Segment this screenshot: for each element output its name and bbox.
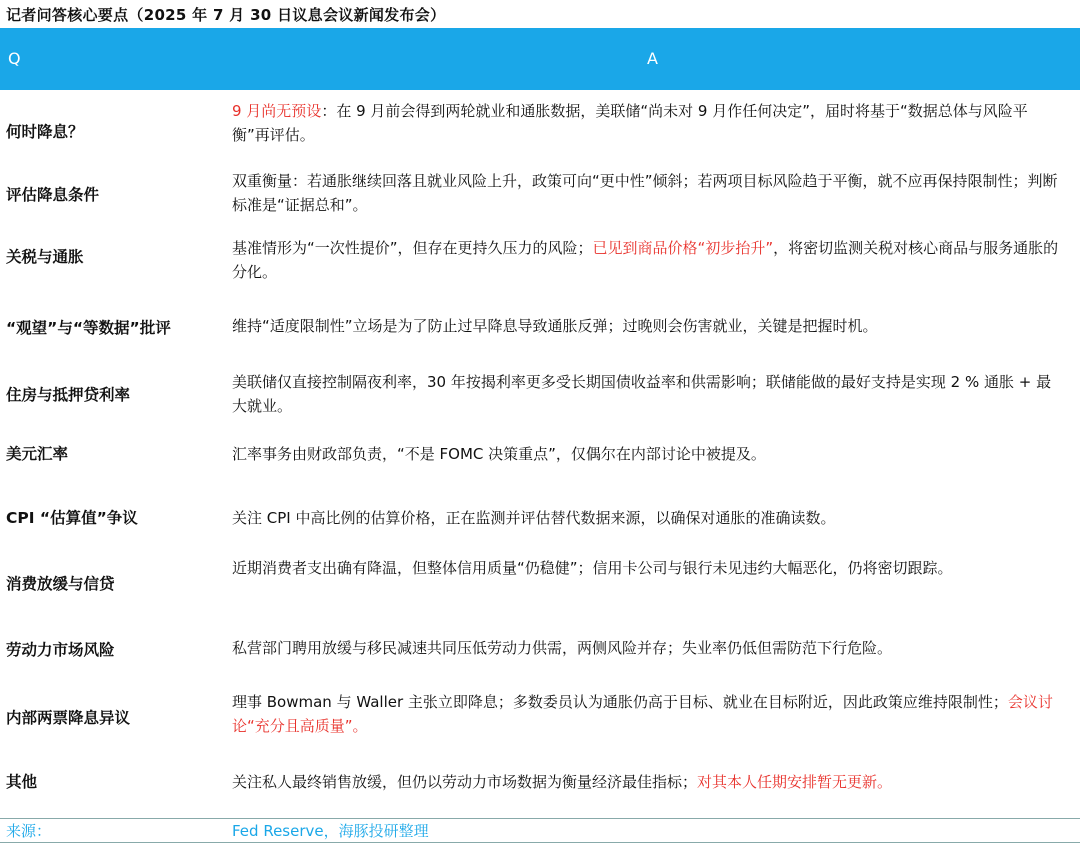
answer-cell (232, 770, 1064, 794)
question-cell: 美元汇率 (6, 445, 69, 463)
answer-text: 维持“适度限制性”立场是为了防止过早降息导致通胀反弹；过晚则会伤害就业，关键是把握时机。 (232, 317, 878, 335)
answer-cell (232, 236, 1064, 284)
question-cell: CPI “估算值”争议 (6, 509, 138, 527)
question-cell: 消费放缓与信贷 (6, 575, 115, 593)
answer-text-tail: ，将密切监测关税对核心商品与服务通胀的分化。 (232, 239, 1059, 281)
answer-text: 关注 CPI 中高比例的估算价格，正在监测并评估替代数据来源，以确保对通胀的准确读数。 (232, 509, 836, 527)
question-cell: “观望”与“等数据”批评 (6, 319, 171, 337)
answer-text: 私营部门聘用放缓与移民减速共同压低劳动力供需，两侧风险并存；失业率仍低但需防范下行危险。 (232, 639, 893, 657)
question-cell: 关税与通胀 (6, 248, 84, 266)
question-cell: 评估降息条件 (6, 186, 100, 204)
answer-text: 关注私人最终销售放缓，但仍以劳动力市场数据为衡量经济最佳指标； (232, 773, 698, 791)
answer-cell (232, 506, 1064, 530)
answer-text: ：在 9 月前会得到两轮就业和通胀数据，美联储“尚未对 9 月作任何决定”，届时将基于“数据总体与风险平衡”再评估。 (232, 102, 1028, 144)
source-text: Fed Reserve，海豚投研整理 (232, 822, 429, 840)
answer-cell (232, 636, 1064, 660)
answer-text: 双重衡量：若通胀继续回落且就业风险上升，政策可向“更中性”倾斜；若两项目标风险趋于平衡，就不应再保持限制性；判断标准是“证据总和”。 (232, 172, 1058, 214)
answer-text: 近期消费者支出确有降温，但整体信用质量“仍稳健”；信用卡公司与银行未见违约大幅恶化，仍将密切跟踪。 (232, 559, 953, 577)
answer-cell (232, 370, 1064, 418)
answer-cell (232, 556, 1064, 580)
table-header (0, 28, 1080, 90)
answer-text: 汇率事务由财政部负责，“不是 FOMC 决策重点”，仅偶尔在内部讨论中被提及。 (232, 445, 766, 463)
question-cell: 劳动力市场风险 (6, 641, 115, 659)
header-a: A (647, 49, 658, 68)
question-cell: 内部两票降息异议 (6, 709, 131, 727)
answer-highlight: 会议讨论“充分且高质量”。 (232, 693, 1053, 735)
answer-text: 基准情形为“一次性提价”，但存在更持久压力的风险； (232, 239, 593, 257)
answer-text: 美联储仅直接控制隔夜利率，30 年按揭利率更多受长期国债收益率和供需影响；联储能做的最好支持是实现 2 % 通胀 + 最大就业。 (232, 373, 1052, 415)
divider (0, 842, 1080, 843)
answer-cell (232, 314, 1064, 338)
answer-text: 理事 Bowman 与 Waller 主张立即降息；多数委员认为通胀仍高于目标、就业在目标附近，因此政策应维持限制性； (232, 693, 1008, 711)
answer-cell (232, 169, 1064, 217)
divider (0, 818, 1080, 819)
page-title: 记者问答核心要点（2025 年 7 月 30 日议息会议新闻发布会） (6, 6, 446, 24)
answer-cell (232, 442, 1064, 466)
answer-highlight: 9 月尚无预设 (232, 102, 322, 120)
answer-cell (232, 99, 1064, 147)
answer-highlight: 已见到商品价格“初步抬升” (592, 239, 774, 257)
header-q: Q (8, 49, 21, 68)
question-cell: 住房与抵押贷利率 (6, 386, 131, 404)
source-label: 来源： (6, 822, 52, 840)
question-cell: 其他 (6, 773, 38, 791)
question-cell: 何时降息？ (6, 123, 84, 141)
answer-cell (232, 690, 1064, 738)
answer-highlight: 对其本人任期安排暂无更新。 (697, 773, 893, 791)
